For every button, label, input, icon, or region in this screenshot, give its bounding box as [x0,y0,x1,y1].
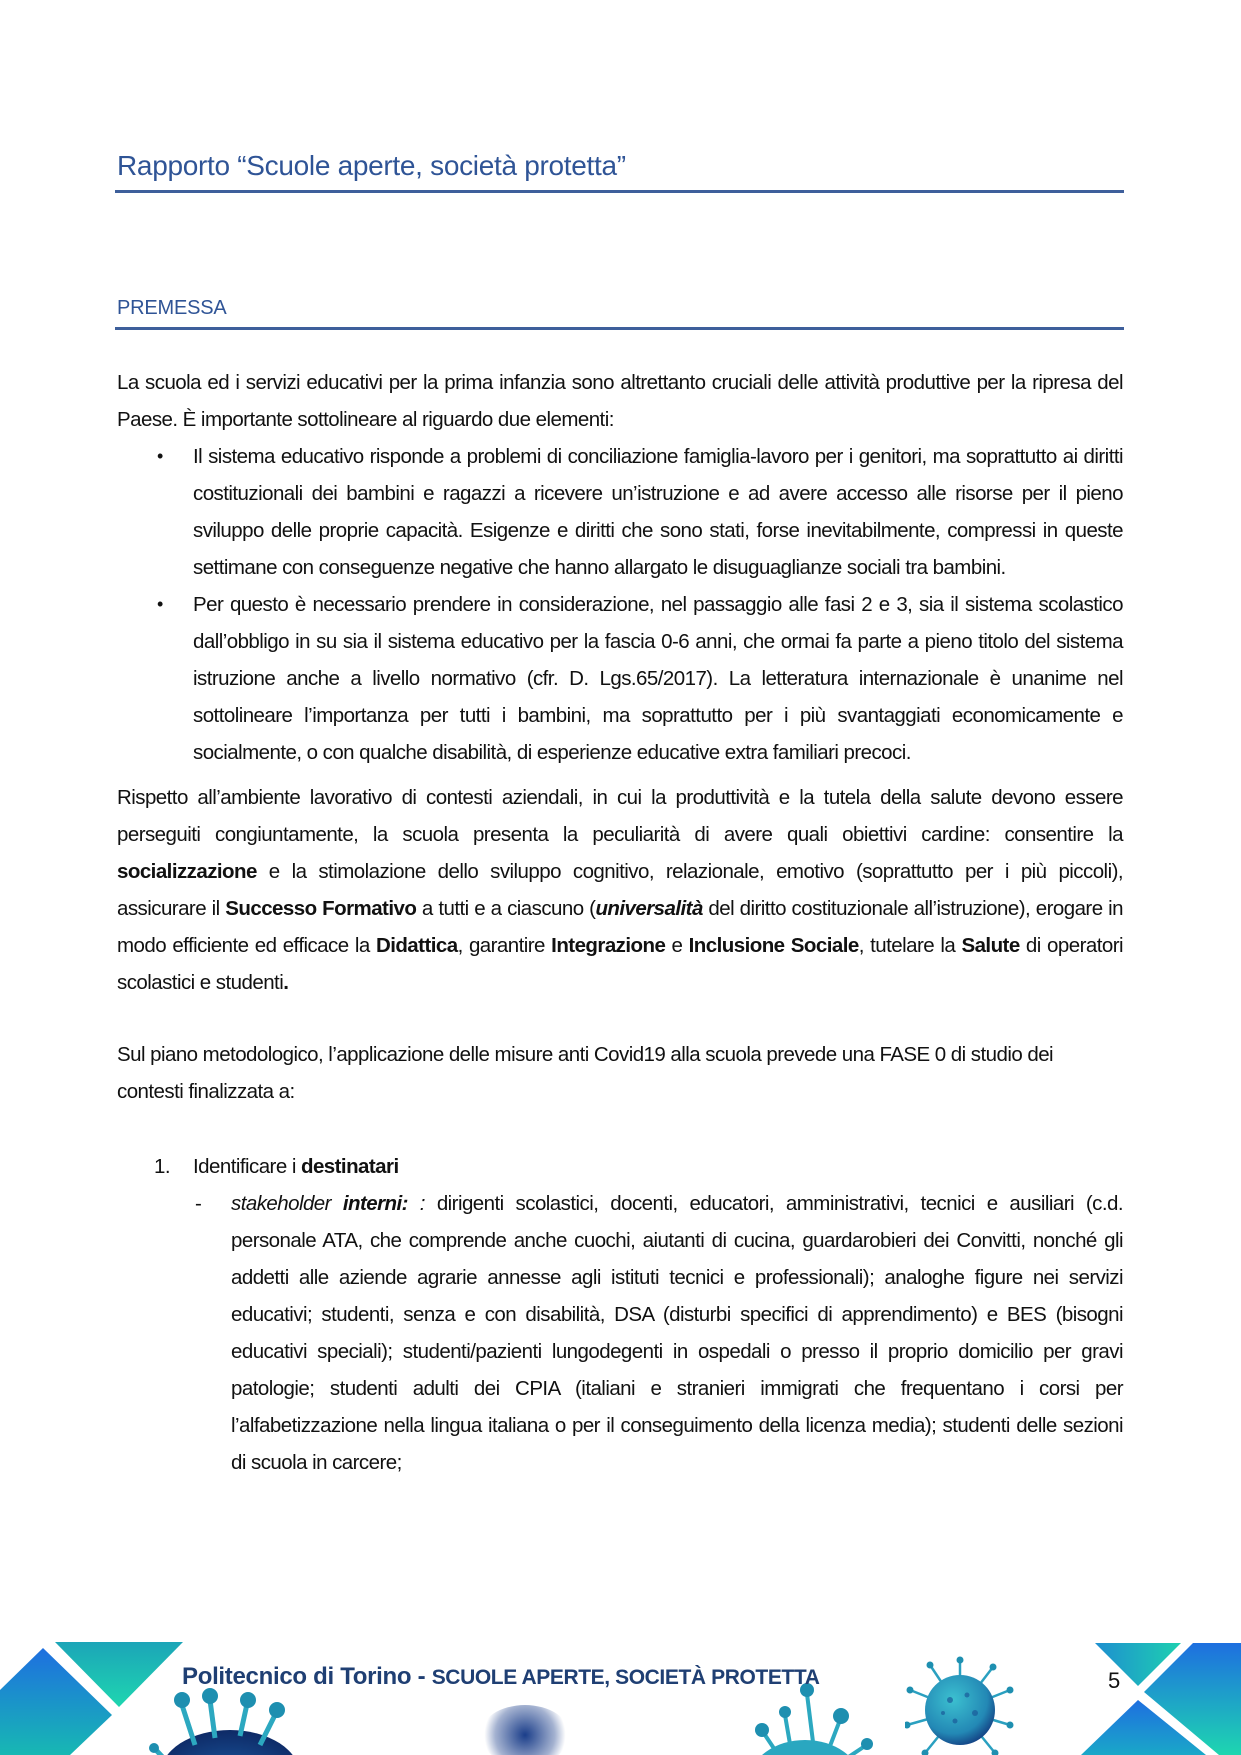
footer-org-name: Politecnico di Torino [182,1663,412,1690]
virus-illustration-icon [905,1655,1015,1755]
bullet-list [117,438,1123,771]
sub-item-text: dirigenti scolastici, docenti, educatori, amministrativi, tecnici e ausiliari (c.d. personale ATA, che comprende anche cuochi, aiutanti di cucina, guardarobieri dei Convitti, nonché gli addetti alle aziende agrarie annesse agli istituti tecnici e professionali); analoghe figure nei servizi educativi; studenti, senza e con disabilità, DSA (disturbi specifici di apprendimento) e BES (bisogni educativi speciali); studenti/pazienti lungodegenti in ospedali o presso il proprio domicilio per gravi patologie; studenti adulti dei CPIA (italiani e stranieri immigrati che frequentano i corsi per l’alfabetizzazione nella lingua italiana o per il conseguimento della licenza media); studenti delle sezioni di scuola in carcere; [231,1192,1123,1474]
bold-term: . [283,971,289,994]
text-run: di operatori scolastici e studenti [117,934,1123,994]
bold-italic-term: universalità [595,897,703,920]
text-run [331,1192,343,1215]
blurred-virus-icon [480,1705,570,1755]
bold-italic-term: interni: [342,1192,408,1215]
text-run: , tutelare la [858,934,962,957]
text-run: del diritto costituzionale all’istruzione), erogare in modo efficiente ed efficace la [117,897,1123,957]
page-number: 5 [1108,1668,1121,1693]
section-heading: PREMESSA [117,297,227,319]
bullet-text: Il sistema educativo risponde a problemi di conciliazione famiglia-lavoro per i genitori, ma soprattutto ai diritti costituzionali dei bambini e ragazzi a ricevere un’istruzione e ad avere accesso alle risorse per il pieno sviluppo delle proprie capacità. Esigenze e diritti che sono stati, forse inevitabilmente, compressi in queste settimane con conseguenze negative che hanno allargato le disuguaglianze sociali tra bambini. [193,445,1123,579]
item-bold-text: destinatari [300,1155,399,1178]
italic-term: : [407,1192,425,1215]
italic-term: stakeholder [231,1192,331,1215]
bullet-text: Per questo è necessario prendere in considerazione, nel passaggio alle fasi 2 e 3, sia il sistema scolastico dall’obbligo in su sia il sistema educativo per la fascia 0-6 anni, che ormai fa parte a pieno titolo del sistema istruzione anche a livello normativo (cfr. D. Lgs.65/2017). La letteratura internazionale è unanime nel sottolineare l’importanza per tutti i bambini, ma soprattutto per i più svantaggiati economicamente e socialmente, o con qualche disabilità, di esperienze educative extra familiari precoci. [193,593,1123,764]
bold-term: Salute [961,934,1020,957]
bold-term: Inclusione Sociale [688,934,859,957]
title-divider [115,190,1124,193]
right-geometric-graphic-icon [1081,1630,1241,1755]
footer-subtitle: SCUOLE APERTE, SOCIETÀ PROTETTA [431,1666,820,1689]
objectives-paragraph [117,779,1123,1001]
methodology-paragraph: Sul piano metodologico, l’applicazione delle misure anti Covid19 alla scuola prevede una FASE 0 di studio dei contesti finalizzata a: [117,1043,1054,1103]
bullet-marker: • [157,446,163,466]
bullet-marker: • [157,594,163,614]
numbered-item [117,1148,1123,1185]
text-run: a tutti e a ciascuno ( [416,897,596,920]
bullet-item [117,586,1123,771]
section-divider [115,327,1124,330]
footer-separator: - [411,1663,432,1690]
footer-title [182,1663,820,1691]
text-run: e [665,934,689,957]
text-run: e la stimolazione dello sviluppo cognitivo, relazionale, emotivo (soprattutto per i più piccoli), assicurare il [117,860,1123,920]
text-run: Rispetto all’ambiente lavorativo di contesti aziendali, in cui la produttività e la tutela della salute devono essere perseguiti congiuntamente, la scuola presenta la peculiarità di avere quali obiettivi cardine: consentire la [117,786,1123,846]
bold-term: Didattica [375,934,458,957]
document-body [117,364,1123,1481]
numbered-list [117,1148,1123,1481]
bold-term: Integrazione [551,934,666,957]
bullet-item [117,438,1123,586]
footer-banner [0,1630,1241,1755]
dash-marker: - [195,1192,202,1215]
text-run: , garantire [457,934,552,957]
intro-paragraph: La scuola ed i servizi educativi per la prima infanzia sono altrettanto cruciali delle attività produttive per la ripresa del Paese. È importante sottolineare al riguardo due elementi: [117,371,1123,431]
item-number: 1. [154,1155,170,1178]
bold-term: Successo Formativo [225,897,417,920]
document-title: Rapporto “Scuole aperte, società protetta” [117,150,626,181]
item-text: Identificare i [193,1155,301,1178]
sub-list-item [117,1185,1123,1481]
bold-term: socializzazione [117,860,257,883]
